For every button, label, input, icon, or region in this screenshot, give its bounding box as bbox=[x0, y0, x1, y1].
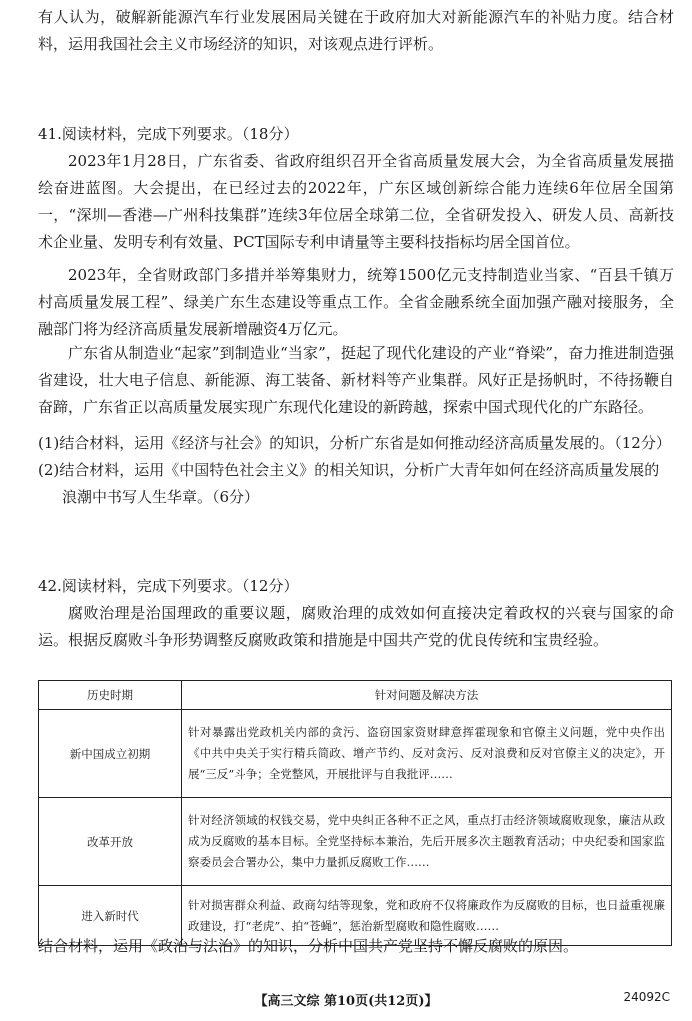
method-cell: 针对损害群众利益、政商勾结等现象，党和政府不仅将廉政作为反腐败的目标，也日益重视廉政建设，打“老虎”、拍“苍蝇”，惩治新型腐败和隐性腐败…… bbox=[182, 886, 672, 946]
header-period: 历史时期 bbox=[39, 681, 182, 710]
intro-question-text: 有人认为，破解新能源汽车行业发展困局关键在于政府加大对新能源汽车的补贴力度。结合材料，运用我国社会主义市场经济的知识，对该观点进行评析。 bbox=[38, 8, 674, 53]
period-cell: 改革开放 bbox=[39, 798, 182, 886]
q41-material-2: 2023年，全省财政部门多措并举筹集财力，统筹1500亿元支持制造业当家、“百县千镇万村高质量发展工程”、绿美广东生态建设等重点工作。全省金融系统全面加强产融对接服务，全融部门将为经济高质量发展新增融资4万亿元。 bbox=[38, 266, 674, 338]
page-footer: 【高三文综 第10页(共12页)】 bbox=[254, 994, 438, 1009]
q41-material-3: 广东省从制造业“起家”到制造业“当家”，挺起了现代化建设的产业“脊梁”，奋力推进制造强省建设，壮大电子信息、新能源、海工装备、新材料等产业集群。风好正是扬帆时，不待扬鞭自奋蹄，广东省正以高质量发展实现广东现代化建设的新跨越，探索中国式现代化的广东路径。 bbox=[38, 344, 674, 416]
q41-heading: 41.阅读材料，完成下列要求。（18分） bbox=[38, 125, 299, 143]
table-row bbox=[39, 710, 672, 798]
table-row bbox=[39, 798, 672, 886]
table-header-row bbox=[39, 681, 672, 710]
period-cell: 进入新时代 bbox=[39, 886, 182, 946]
method-cell: 针对经济领域的权钱交易，党中央纠正各种不正之风，重点打击经济领域腐败现象，廉洁从政成为反腐败的基本目标。全党坚持标本兼治，先后开展多次主题教育活动；中央纪委和国家监察委员会合署办公，集中力量抓反腐败工作…… bbox=[182, 798, 672, 886]
header-method: 针对问题及解决方法 bbox=[182, 681, 672, 710]
q41-subquestion-1: (1)结合材料，运用《经济与社会》的知识，分析广东省是如何推动经济高质量发展的。（12分） bbox=[38, 434, 671, 452]
q42-material: 腐败治理是治国理政的重要议题，腐败治理的成效如何直接决定着政权的兴衰与国家的命运。根据反腐败斗争形势调整反腐败政策和措施是中国共产党的优良传统和宝贵经验。 bbox=[38, 604, 674, 649]
q42-task: 结合材料，运用《政治与法治》的知识，分析中国共产党坚持不懈反腐败的原因。 bbox=[38, 937, 579, 955]
q41-subquestion-2: (2)结合材料，运用《中国特色社会主义》的相关知识，分析广大青年如何在经济高质量发展的浪潮中书写人生华章。（6分） bbox=[38, 461, 660, 506]
period-cell: 新中国成立初期 bbox=[39, 710, 182, 798]
q41-material-1: 2023年1月28日，广东省委、省政府组织召开全省高质量发展大会，为全省高质量发展描绘奋进蓝图。大会提出，在已经过去的2022年，广东区域创新综合能力连续6年位居全国第一，“深圳—香港—广州科技集群”连续3年位居全球第二位，全省研发投入、研发人员、高新技术企业量、发明专利有效量、PCT国际专利申请量等主要科技指标均居全国首位。 bbox=[38, 152, 674, 251]
paper-code: 24092C bbox=[623, 990, 670, 1004]
q42-heading: 42.阅读材料，完成下列要求。（12分） bbox=[38, 577, 299, 595]
method-cell: 针对暴露出党政机关内部的贪污、盗窃国家资财肆意挥霍现象和官僚主义问题，党中央作出《中共中央关于实行精兵简政、增产节约、反对贪污、反对浪费和反对官僚主义的决定》，开展“三反”斗争；全党整风，开展批评与自我批评…… bbox=[182, 710, 672, 798]
history-table bbox=[38, 680, 672, 946]
